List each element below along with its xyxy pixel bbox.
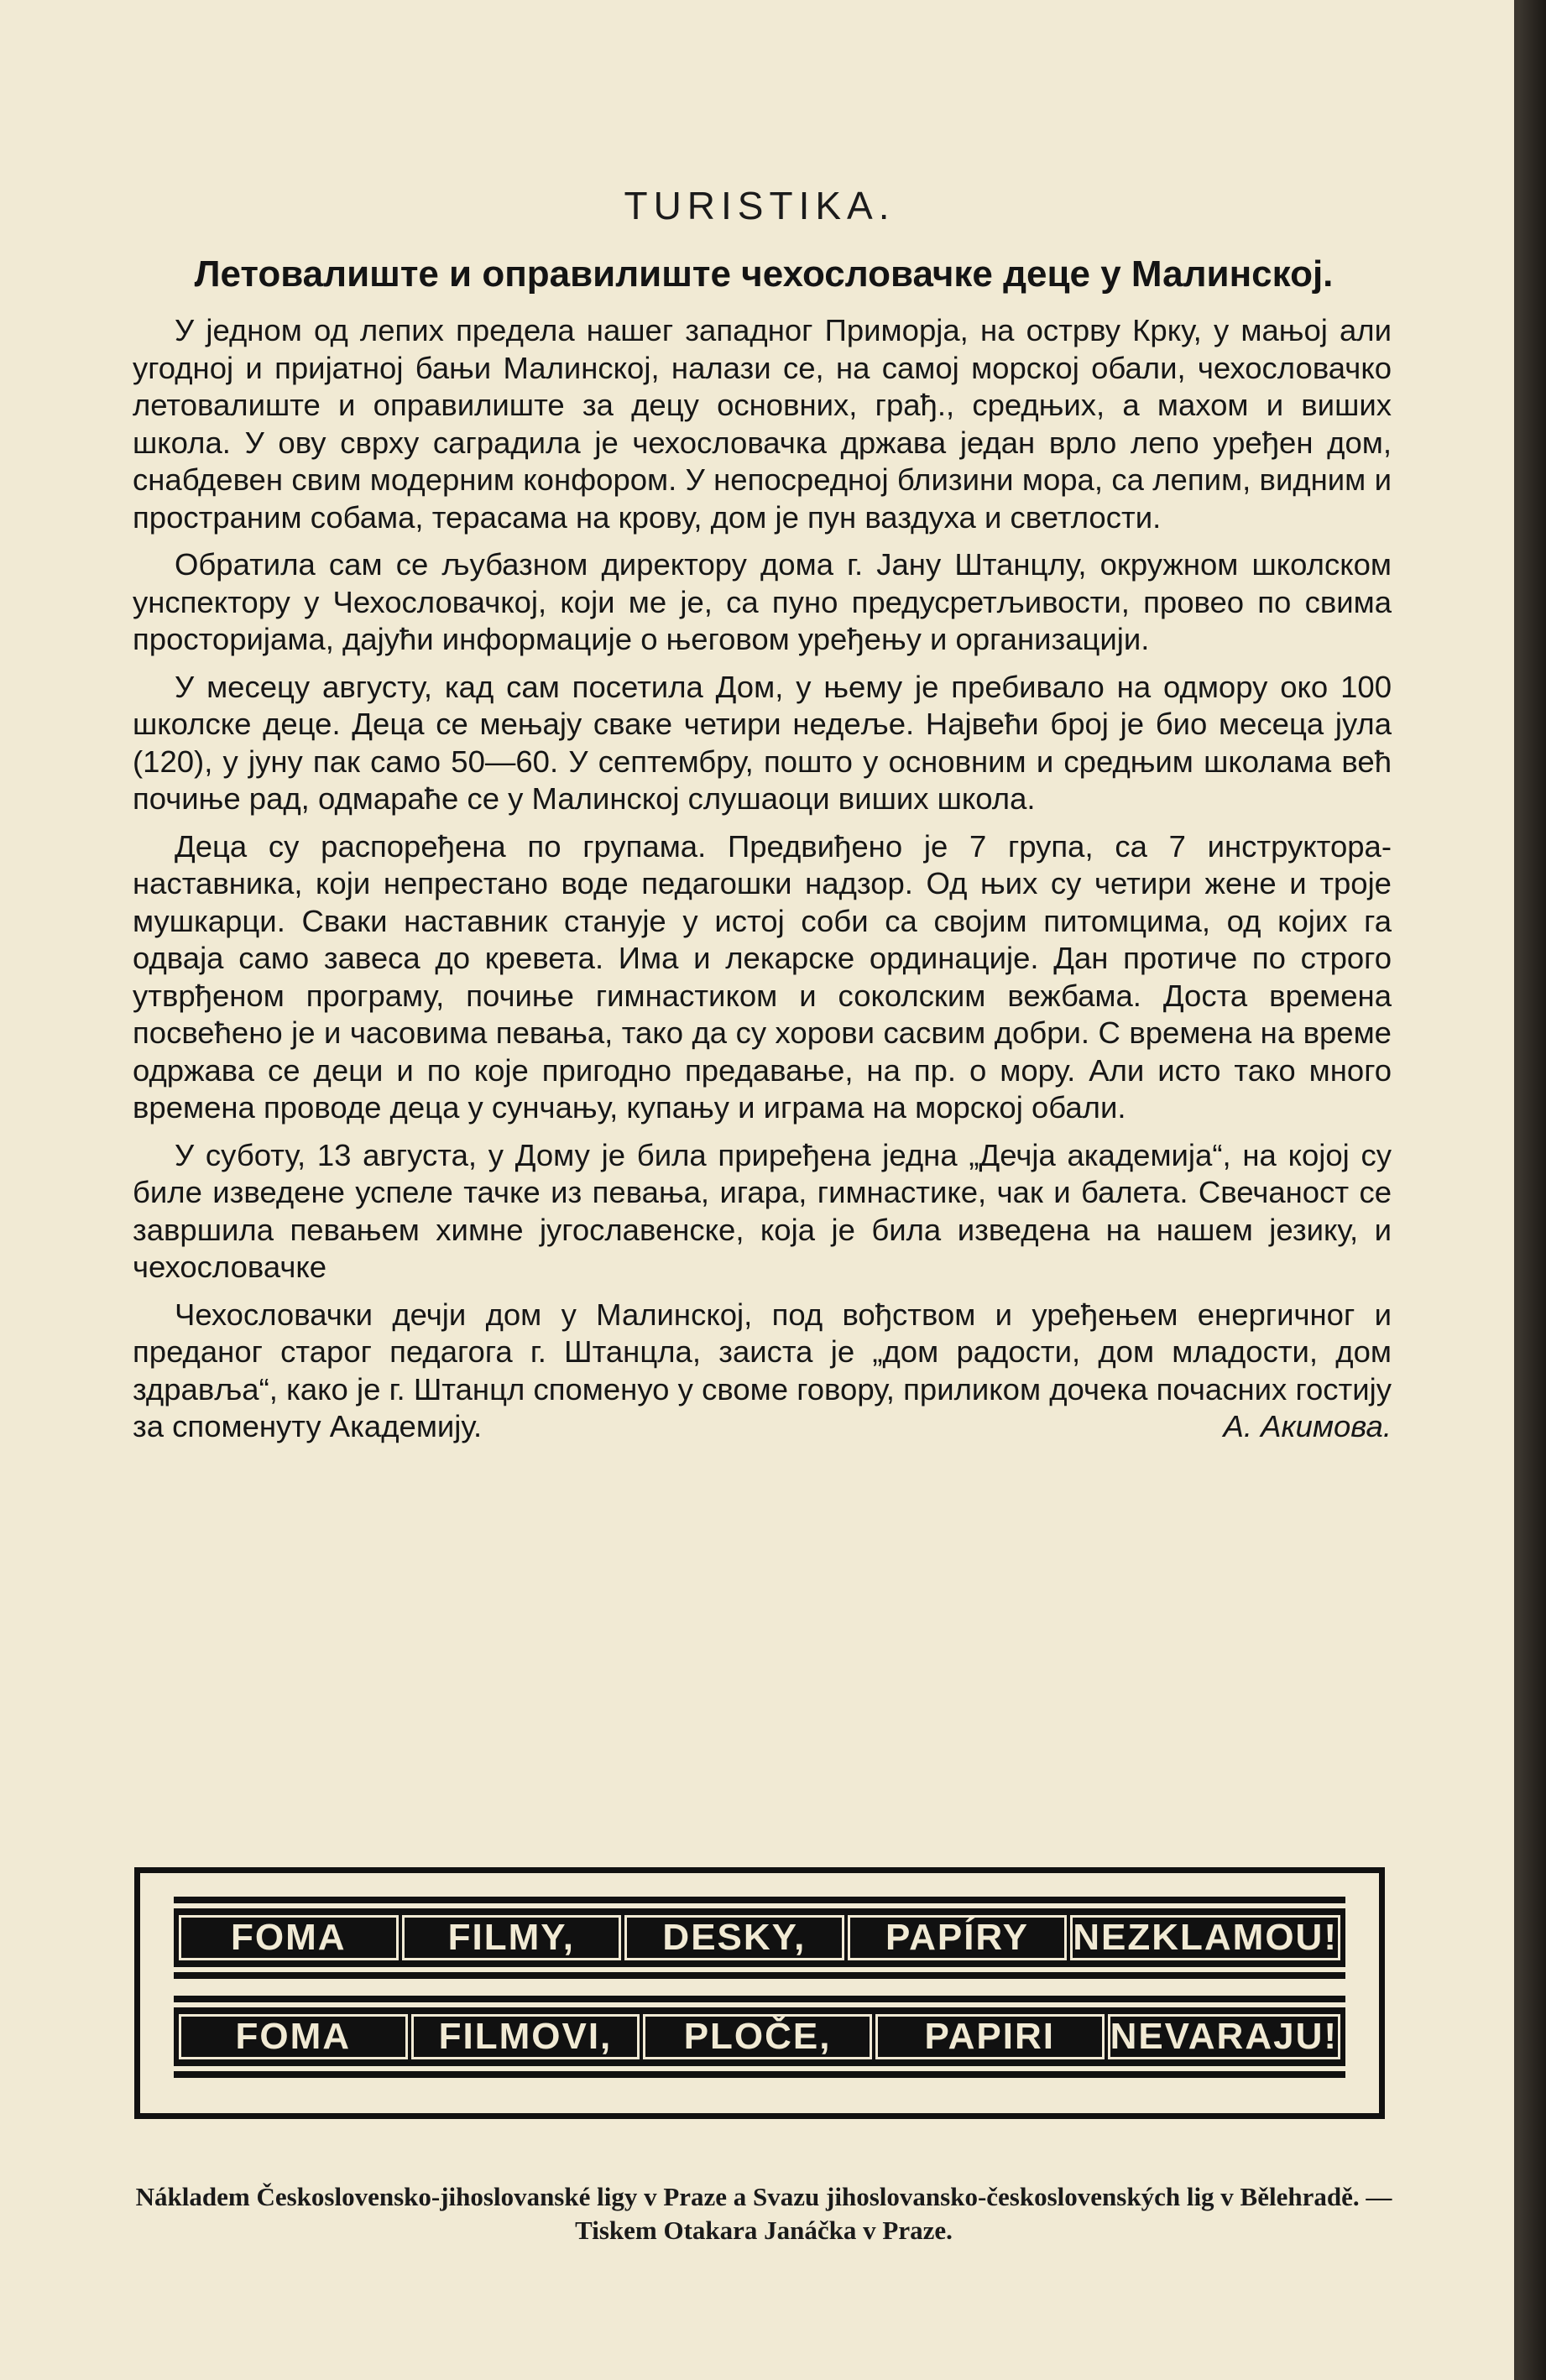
ad-divider — [174, 1972, 1345, 1979]
ad-divider — [174, 1996, 1345, 2002]
ad-word: FOMA — [179, 2014, 408, 2059]
ad-line-serbian — [174, 2007, 1345, 2066]
ad-divider — [174, 1897, 1345, 1903]
ad-word: NEZKLAMOU! — [1070, 1915, 1340, 1960]
article-body — [133, 312, 1392, 1456]
ad-word: PAPÍRY — [848, 1915, 1068, 1960]
ad-word: FILMY, — [402, 1915, 622, 1960]
author-signature: А. Акимова. — [1223, 1409, 1392, 1443]
page-edge-shadow — [1519, 0, 1546, 2380]
paragraph: Деца су распоређена по групама. Предвиђено је 7 група, са 7 инструктора-наставника, који непрестано воде педагошки надзор. Од њих су четири жене и троје мушкарци. Сваки наставник станује у истој соби са својим питомцима, од којих га одваја само завеса до кревета. Има и лекарске ординације. Дан протиче по строго утврђеном програму, почиње гимнастиком и соколским вежбама. Доста времена посвећено је и часовима певања, тако да су хорови сасвим добри. С времена на време одржава се деци и по које пригодно предавање, на пр. о мору. Али исто тако много времена проводе деца у сунчању, купању и играма на морској обали. — [133, 828, 1392, 1125]
ad-word: NEVARAJU! — [1108, 2014, 1340, 2059]
publisher-imprint: Nákladem Československo-jihoslovanské ligy v Praze a Svazu jihoslovansko-československých lig v Bělehradě. — Tiskem Otakara Janáčka v Praze. — [135, 2182, 1392, 2245]
ad-word: PAPIRI — [875, 2014, 1105, 2059]
ad-divider — [174, 2071, 1345, 2078]
paragraph-text: Чехословачки дечји дом у Малинској, под вођством и уређењем енергичног и преданог старог педагога г. Штанцла, заиста је „дом радости, дом младости, дом здравља“, како је г. Штанцл споменуо у своме говору, приликом дочека почасних гостију за споменуту Академију. — [133, 1297, 1392, 1443]
section-title: TURISTIKA. — [624, 184, 896, 227]
ad-word: FILMOVI, — [411, 2014, 640, 2059]
paragraph-with-signature — [133, 1297, 1392, 1446]
ad-word: DESKY, — [624, 1915, 844, 1960]
paragraph: Обратила сам се љубазном директору дома г. Јану Штанцлу, окружном школском унспектору у Чехословачкој, који ме је, са пуно предусретљивости, провео по свима просторијама, дајући информације о његовом уређењу и организацији. — [133, 547, 1392, 656]
paragraph: У суботу, 13 августа, у Дому је била приређена једна „Дечја академија“, на којој су биле изведене успеле тачке из певања, игара, гимнастике, чак и балета. Свечаност се завршила певањем химне југославенске, која је била изведена на нашем језику, и чехословачке — [133, 1137, 1392, 1284]
ad-line-czech — [174, 1908, 1345, 1967]
article-title: Летовалиште и оправилиште чехословачке деце у Малинској. — [194, 253, 1334, 295]
paragraph: У месецу августу, кад сам посетила Дом, у њему је пребивало на одмору око 100 школске деце. Деца се мењају сваке четири недеље. Највећи број је био месеца јула (120), у јуну пак само 50—60. У септембру, пошто у основним и средњим школама већ почиње рад, одмараће се у Малинској слушаоци виших школа. — [133, 669, 1392, 816]
paragraph: У једном од лепих предела нашег западног Приморја, на острву Крку, у мањој али угодној и пријатној бањи Малинској, налази се, на самој морској обали, чехословачко летовалиште и оправилиште за децу основних, грађ., средњих, а махом и виших школа. У ову сврху саградила је чехословачка држава један врло лепо уређен дом, снабдевен свим модерним конфором. У непосредној близини мора, са лепим, видним и пространим собама, терасама на крову, дом је пун ваздуха и светлости. — [133, 313, 1392, 535]
advertisement-box — [134, 1867, 1385, 2119]
ad-word: FOMA — [179, 1915, 399, 1960]
ad-word: PLOČE, — [643, 2014, 872, 2059]
